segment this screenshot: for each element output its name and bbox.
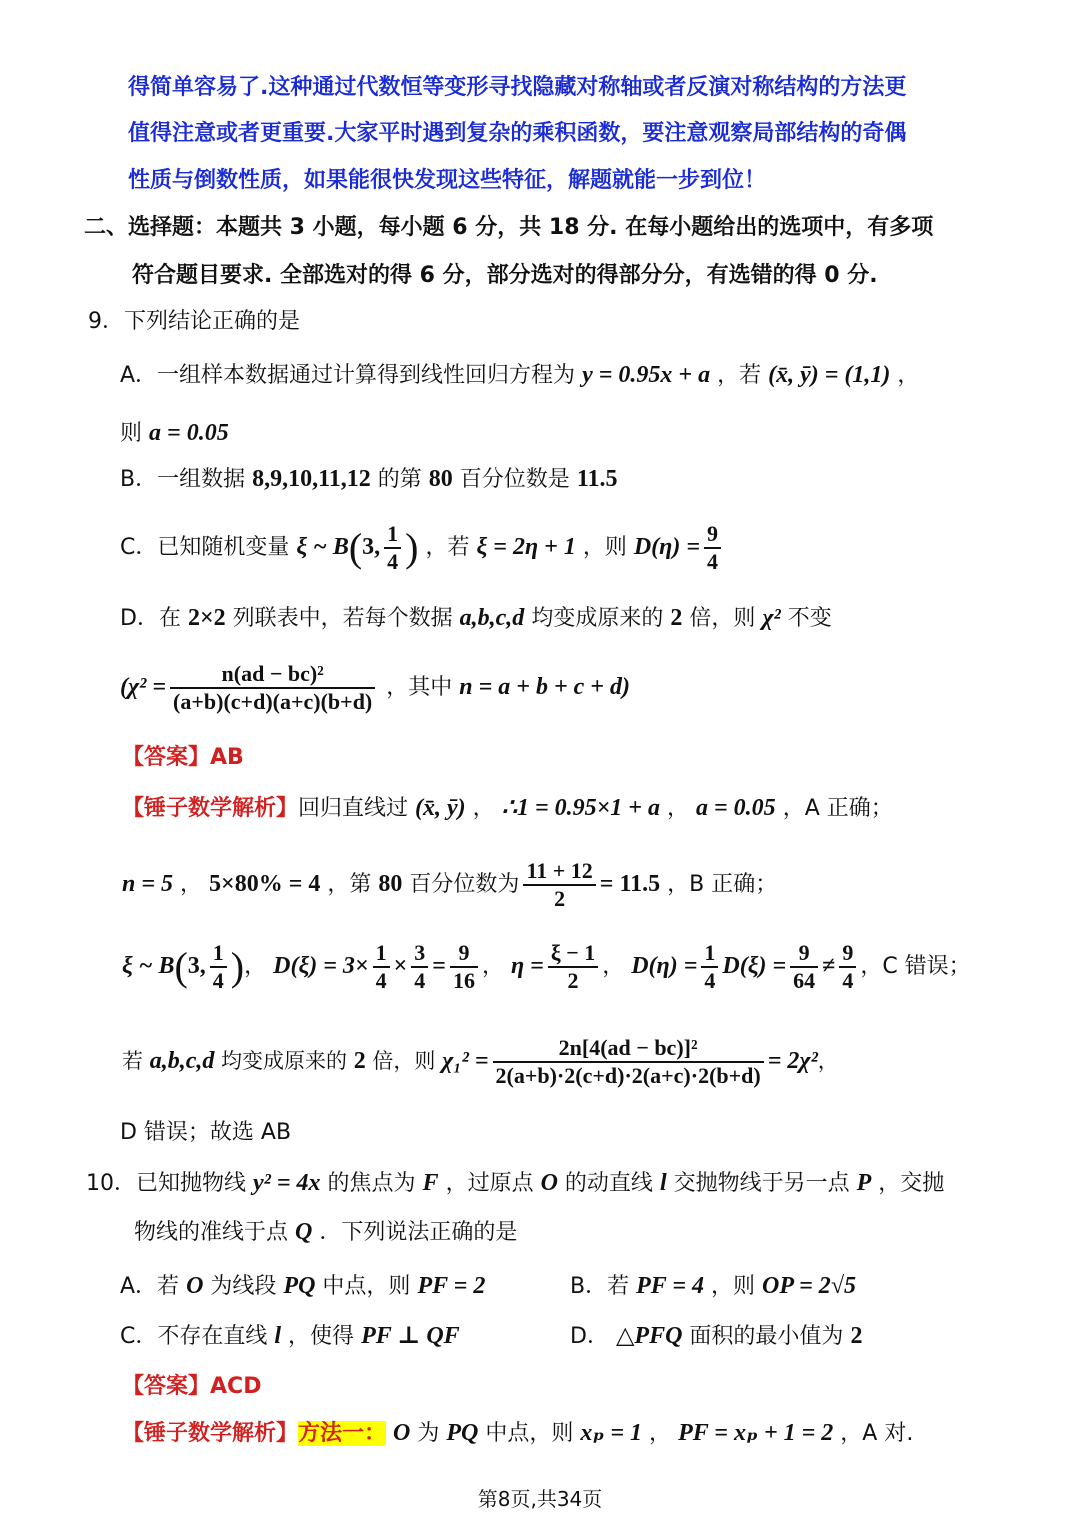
q10-d-triangle: △PFQ: [615, 1323, 683, 1349]
q9-analysis-line-5: D 错误；故选 AB: [120, 1120, 292, 1145]
q9-d-formula-text: ，其中: [386, 675, 453, 700]
q9-ana3-f6n: 9: [790, 940, 818, 968]
q9-ana1-point: (x̄, ȳ): [415, 795, 466, 821]
q10-focus-F: F: [422, 1170, 439, 1196]
q9-ana3-ne: ≠: [822, 953, 836, 979]
q9-ana3-frac1: [373, 940, 390, 994]
q10-c-eq: PF ⊥ QF: [361, 1323, 460, 1349]
q9-c-n: 3,: [362, 534, 381, 560]
q10-stem-text2: 的焦点为: [327, 1171, 416, 1196]
q9-ana3-times: ×: [393, 953, 408, 979]
q10-b-eq2: OP = 2√5: [762, 1273, 856, 1299]
q9-c-var-den: 4: [707, 549, 719, 574]
q9-option-b: [120, 464, 618, 495]
section-heading-line-1: 二、选择题：本题共 3 小题，每小题 6 分，共 18 分. 在每小题给出的选项中，有多项: [84, 215, 934, 240]
q9-ana3-dxi2: D(ξ) =: [722, 953, 787, 979]
q10-analysis-line-1: [122, 1418, 913, 1449]
q9-ana3-f3n: 9: [450, 940, 478, 968]
q9-a-text: A．一组样本数据通过计算得到线性回归方程为: [120, 363, 576, 388]
q9-ana1-eq1: ∴1 = 0.95×1 + a: [501, 795, 660, 821]
q9-a-line2-eq: a = 0.05: [149, 420, 229, 446]
q10-ana-PQ: PQ: [446, 1420, 479, 1446]
q10-option-b: [570, 1271, 856, 1302]
q9-d-text-mid2: 均变成原来的: [531, 606, 664, 631]
q10-a-text2: 为线段: [210, 1274, 277, 1299]
page-footer: 第8页,共34页: [477, 1487, 603, 1511]
q10-point-P: P: [856, 1170, 872, 1196]
q9-ana3-dxi: D(ξ) = 3×: [273, 953, 369, 979]
q9-ana4-fraction: [493, 1035, 764, 1089]
q9-ana3-f1n: 1: [373, 940, 390, 968]
q9-d-chi: χ²: [762, 605, 781, 631]
q10-ana-conclusion: ，A 对.: [840, 1421, 914, 1446]
q9-c-text: C．已知随机变量: [120, 535, 290, 560]
q9-ana3-frac2: [411, 940, 428, 994]
q10-stem-text1: 10．已知抛物线: [86, 1171, 246, 1196]
q9-ana3-conclusion: ，C 错误；: [860, 954, 971, 979]
q9-ana4-chi1: χ₁² =: [442, 1048, 489, 1074]
q10-answer-value: ACD: [210, 1374, 262, 1399]
q10-stem-text3: ，过原点: [445, 1171, 534, 1196]
q9-d-formula-fraction: [170, 661, 375, 715]
q9-option-a-line2: [120, 418, 229, 449]
q10-stem2-text1: 物线的准线于点: [134, 1220, 289, 1245]
q10-b-eq1: PF = 4: [636, 1273, 705, 1299]
q9-b-percent: 80: [428, 466, 453, 492]
q9-ana4-num: 2n[4(ad − bc)]²: [493, 1035, 764, 1063]
q9-ana3-eq: =: [432, 953, 446, 979]
q10-d-text1: D．: [570, 1324, 609, 1349]
q10-stem-text6: ，交抛: [878, 1171, 945, 1196]
q9-ana2-eq1: n = 5: [122, 871, 174, 897]
q9-d-formula-den: (a+b)(c+d)(a+c)(b+d): [173, 689, 373, 714]
q10-a-PQ: PQ: [283, 1273, 316, 1299]
q9-d-text-end: 不变: [787, 606, 832, 631]
q9-ana4-text3: 倍，则: [372, 1049, 436, 1073]
q9-ana3-lparen: (: [174, 944, 188, 989]
q10-a-text1: A．若: [120, 1274, 180, 1299]
q9-ana3-frac-p: [210, 940, 227, 994]
q10-ana-sep: ，: [649, 1421, 672, 1446]
q9-ana4-sep: ，: [817, 1049, 839, 1073]
q9-ana3-f6d: 64: [793, 968, 816, 993]
q9-ana2-text2: 百分位数为: [409, 872, 520, 897]
q9-ana3-f5d: 4: [704, 968, 716, 993]
q9-option-c: [120, 515, 725, 579]
q9-b-text: B．一组数据: [120, 467, 246, 492]
q10-c-text1: C．不存在直线: [120, 1324, 268, 1349]
q10-a-eq: PF = 2: [417, 1273, 486, 1299]
q9-c-relation: ξ = 2η + 1: [476, 534, 576, 560]
q9-c-fraction: [384, 521, 401, 575]
q9-b-text-mid2: 百分位数是: [459, 467, 570, 492]
section-heading-line-2: 符合题目要求. 全部选对的得 6 分，部分选对的得部分分，有选错的得 0 分.: [132, 263, 878, 288]
q9-c-dist: ξ ~ B: [296, 534, 349, 560]
q9-ana4-vars: a,b,c,d: [149, 1048, 215, 1074]
q9-ana3-f2n: 3: [411, 940, 428, 968]
q10-stem-text5: 交抛物线于另一点: [673, 1171, 850, 1196]
q9-ana2-sep1: ，: [180, 872, 203, 897]
q10-ana-eq2: PF = xₚ + 1 = 2: [678, 1420, 834, 1446]
q9-ana4-result: = 2χ²: [767, 1048, 818, 1074]
q10-method1-highlight: 方法一：: [298, 1421, 387, 1446]
q9-a-text-mid: ，若: [717, 363, 762, 388]
q10-parabola-eq: y² = 4x: [253, 1170, 321, 1196]
q9-ana3-f3d: 16: [452, 968, 475, 993]
q9-ana3-sep2: ，: [481, 954, 504, 979]
q9-ana2-conclusion: ，B 正确；: [667, 872, 778, 897]
q9-ana3-frac4: [548, 940, 598, 994]
q9-d-text-mid: 列联表中，若每个数据: [232, 606, 453, 631]
q9-b-data: 8,9,10,11,12: [252, 466, 371, 492]
q10-line-l: l: [659, 1170, 667, 1196]
q9-c-text-mid2: ，则: [582, 535, 627, 560]
q9-answer: [122, 743, 244, 773]
q10-option-d: [570, 1321, 862, 1352]
q9-d-factor: 2: [670, 605, 683, 631]
q9-c-rparen: ): [405, 525, 419, 570]
q10-ana-O: O: [393, 1420, 411, 1446]
q9-ana3-deta: D(η) =: [631, 953, 698, 979]
q9-answer-value: AB: [210, 745, 244, 770]
q9-ana1-eq2: a = 0.05: [696, 795, 776, 821]
q10-option-c: [120, 1321, 460, 1352]
q9-analysis-line-3: [122, 934, 971, 998]
q9-ana1-sep2: ，: [666, 796, 689, 821]
q10-b-text2: ，则: [711, 1274, 756, 1299]
q10-origin-O: O: [540, 1170, 558, 1196]
q9-c-variance-fraction: [704, 521, 721, 575]
q9-ana2-fraction: [523, 858, 595, 912]
q9-c-text-mid: ，若: [425, 535, 470, 560]
q9-ana3-f1d: 4: [375, 968, 387, 993]
q9-ana3-pd: 4: [212, 968, 224, 993]
q10-answer-label: 【答案】: [122, 1374, 211, 1399]
q9-b-value: 11.5: [576, 466, 618, 492]
q10-a-O: O: [186, 1273, 204, 1299]
q9-option-d-formula: [120, 655, 630, 719]
q9-ana3-f7n: 9: [839, 940, 856, 968]
q9-ana3-frac5: [701, 940, 718, 994]
intro-line-2: 值得注意或者更重要.大家平时遇到复杂的乘积函数，要注意观察局部结构的奇偶: [128, 121, 907, 146]
q9-option-a: [120, 360, 919, 391]
q9-analysis-label: 【锤子数学解析】: [122, 796, 299, 821]
q10-ana-eq1: xₚ = 1: [580, 1420, 643, 1446]
q10-ana-text1: 为: [417, 1421, 440, 1446]
q9-c-frac-num: 1: [384, 521, 401, 549]
q9-d-text: D．在: [120, 606, 181, 631]
q9-ana4-den: 2(a+b)·2(c+d)·2(a+c)·2(b+d): [495, 1063, 761, 1088]
intro-line-3: 性质与倒数性质，如果能很快发现这些特征，解题就能一步到位！: [128, 168, 767, 193]
q9-ana1-text: 回归直线过: [298, 796, 409, 821]
q10-stem-line-2: [134, 1217, 517, 1248]
q10-point-Q: Q: [295, 1219, 313, 1245]
q9-d-formula-num: n(ad − bc)²: [170, 661, 375, 689]
q9-d-vars: a,b,c,d: [459, 605, 525, 631]
q9-ana3-rparen: ): [230, 944, 245, 989]
q9-ana2-eq2: 5×80% = 4: [209, 871, 321, 897]
q9-ana3-eta: η =: [510, 953, 544, 979]
q9-a-mean-point: (x̄, ȳ) = (1,1): [768, 362, 891, 388]
q9-c-frac-den: 4: [387, 549, 399, 574]
q9-c-var-num: 9: [704, 521, 721, 549]
q9-ana1-sep1: ，: [472, 796, 495, 821]
q9-a-line2-text: 则: [120, 421, 143, 446]
q9-ana3-f5n: 1: [701, 940, 718, 968]
q10-c-l: l: [274, 1323, 282, 1349]
q9-ana3-dist: ξ ~ B: [122, 953, 175, 979]
q9-ana3-frac3: [450, 940, 478, 994]
q10-b-text1: B．若: [570, 1274, 630, 1299]
q9-option-d: [120, 603, 832, 634]
q9-a-regression-eq: y = 0.95x + a: [582, 362, 711, 388]
q9-ana3-f4n: ξ − 1: [548, 940, 598, 968]
q9-ana3-frac7: [839, 940, 856, 994]
q9-ana3-f2d: 4: [414, 968, 426, 993]
q10-stem-text4: 的动直线: [564, 1171, 653, 1196]
q9-d-formula-n: n = a + b + c + d): [459, 674, 630, 700]
q10-d-text2: 面积的最小值为: [689, 1324, 844, 1349]
intro-line-1: 得简单容易了.这种通过代数恒等变形寻找隐藏对称轴或者反演对称结构的方法更: [128, 75, 907, 100]
q10-d-value: 2: [850, 1323, 863, 1349]
q9-a-text-end: ，: [897, 363, 920, 388]
q9-ana1-conclusion: ，A 正确；: [782, 796, 893, 821]
q10-stem-line-1: [86, 1168, 944, 1199]
q9-ana2-percent: 80: [378, 871, 403, 897]
q9-ana2-frac-den: 2: [554, 886, 566, 911]
q9-c-variance: D(η) =: [633, 534, 701, 560]
q9-ana3-pn: 1: [210, 940, 227, 968]
q10-option-a: [120, 1271, 485, 1302]
q10-analysis-label: 【锤子数学解析】: [122, 1421, 299, 1446]
q9-analysis-line-2: [122, 852, 777, 916]
q10-ana-text2: 中点，则: [485, 1421, 574, 1446]
q9-ana3-frac6: [790, 940, 818, 994]
q9-d-table-size: 2×2: [187, 605, 226, 631]
q9-d-formula-lhs: (χ² =: [120, 674, 167, 700]
q9-ana4-factor: 2: [353, 1048, 366, 1074]
q9-answer-label: 【答案】: [122, 745, 211, 770]
q9-stem: 9．下列结论正确的是: [88, 309, 300, 334]
q9-b-text-mid: 的第: [377, 467, 422, 492]
q9-ana3-f7d: 4: [842, 968, 854, 993]
q9-analysis-line-1: [122, 793, 893, 824]
q9-ana2-frac-num: 11 + 12: [523, 858, 595, 886]
q10-stem2-text2: ．下列说法正确的是: [319, 1220, 518, 1245]
q10-a-text3: 中点，则: [322, 1274, 411, 1299]
q10-answer: [122, 1372, 261, 1402]
q9-c-lparen: (: [348, 525, 363, 570]
q9-ana3-f4d: 2: [567, 968, 579, 993]
q9-ana4-text1: 若: [122, 1049, 143, 1073]
q9-ana3-sep3: ，: [602, 954, 625, 979]
q10-c-text2: ，使得: [288, 1324, 355, 1349]
q9-ana2-eq3: = 11.5: [599, 871, 661, 897]
q9-analysis-line-4: [122, 1029, 839, 1093]
q9-ana2-text1: ，第: [327, 872, 372, 897]
q9-d-text-mid3: 倍，则: [689, 606, 756, 631]
q9-ana3-n: 3,: [187, 953, 206, 979]
q9-ana3-sep1: ，: [244, 954, 267, 979]
q9-ana4-text2: 均变成原来的: [221, 1049, 348, 1073]
